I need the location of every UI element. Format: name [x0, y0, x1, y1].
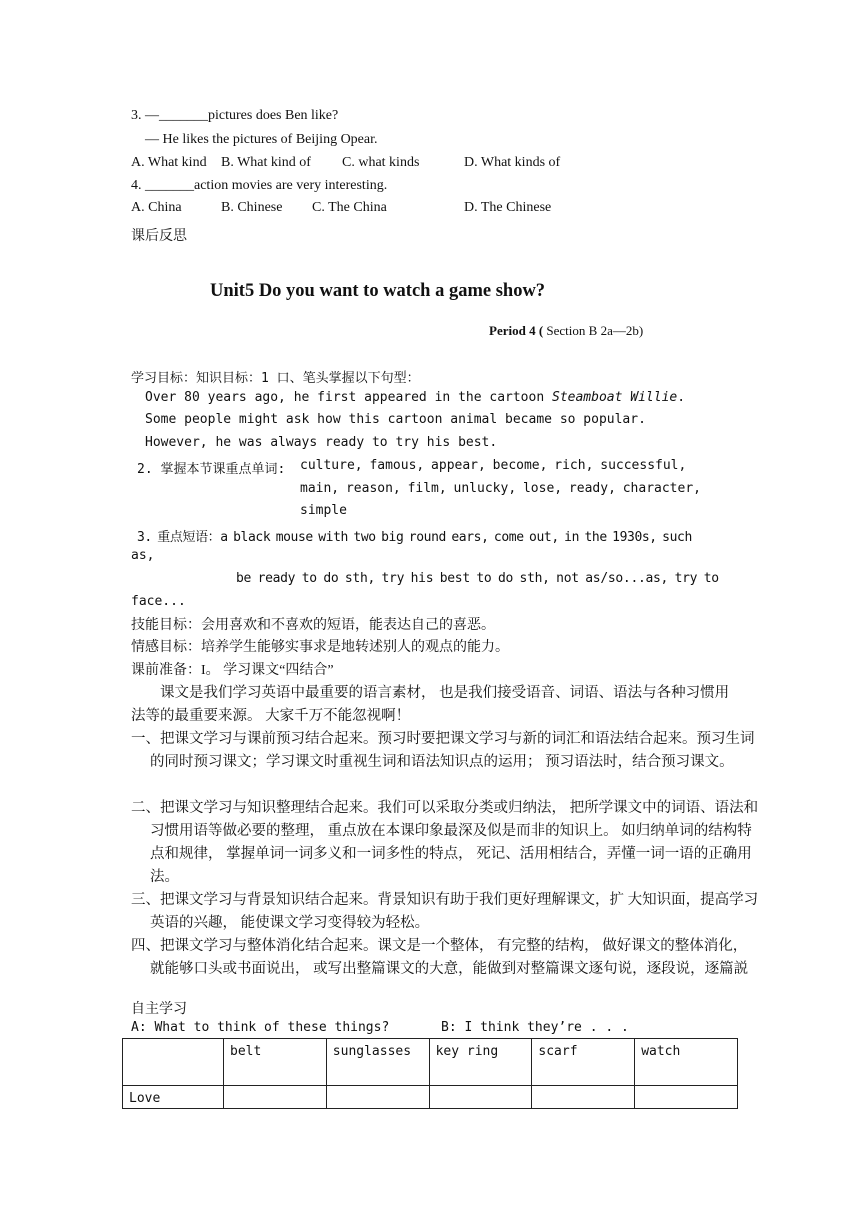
question-3-option-b: B. What kind of — [221, 155, 311, 170]
cartoon-title: Steamboat Willie — [552, 390, 678, 405]
reflection-heading: 课后反思 — [131, 229, 187, 244]
question-3-option-c: C. what kinds — [342, 155, 420, 170]
table-cell-key-ring[interactable] — [429, 1086, 532, 1109]
period-line — [489, 323, 643, 339]
table-row — [123, 1086, 738, 1109]
question-4-option-d: D. The Chinese — [464, 200, 552, 215]
key-words-line-1: culture, famous, appear, become, rich, successful, — [300, 458, 687, 473]
key-phrases-line-2-wrap: face... — [131, 594, 186, 609]
key-words-line-3: simple — [300, 503, 347, 518]
opinion-table — [122, 1038, 738, 1109]
key-words-line-2: main, reason, film, unlucky, lose, ready, character, — [300, 481, 701, 496]
table-row-label-love: Love — [123, 1086, 224, 1109]
table-header-scarf: scarf — [532, 1039, 635, 1086]
question-3-option-d: D. What kinds of — [464, 155, 561, 170]
preparation-intro: 课文是我们学习英语中最重要的语言素材， 也是我们接受语音、词语、语法与各种习惯用法等的最重要来源。 大家千万不能忽视啊！ — [131, 685, 730, 724]
table-cell-belt[interactable] — [224, 1086, 327, 1109]
question-3-stem: 3. —_______pictures does Ben like? — [131, 108, 339, 123]
dialogue-question-a: A: What to think of these things? — [131, 1020, 390, 1035]
question-4-option-a: A. China — [131, 200, 182, 215]
learning-objectives-line: 学习目标：知识目标：1 口、笔头掌握以下句型： — [131, 371, 420, 386]
table-header-key-ring: key ring — [429, 1039, 532, 1086]
tip-2-paragraph: 二、把课文学习与知识整理结合起来。我们可以采取分类或归纳法， 把所学课文中的词语、语法和习惯用语等做必要的整理， 重点放在本课印象最深及似是而非的知识上。 如归纳单词的结构特点和规律， 掌握单词一词多义和一词多性的特点， 死记、活用相结合，弄懂一词一语的正确用法。 — [131, 800, 759, 885]
key-sentence-3: However, he was always ready to try his best. — [145, 435, 498, 450]
table-header-row — [123, 1039, 738, 1086]
key-phrases-line-1: 3. 重点短语：a black mouse with two big round ears, come out, in the 1930s, such — [137, 530, 692, 545]
period-section: Section B 2a—2b) — [543, 323, 644, 338]
emotion-objective: 情感目标：培养学生能够实事求是地转述别人的观点的能力。 — [131, 640, 509, 655]
table-cell-scarf[interactable] — [532, 1086, 635, 1109]
table-header-watch: watch — [635, 1039, 738, 1086]
table-header-belt: belt — [224, 1039, 327, 1086]
skill-objective: 技能目标：会用喜欢和不喜欢的短语，能表达自己的喜恶。 — [131, 618, 495, 633]
table-header-blank — [123, 1039, 224, 1086]
tip-4-paragraph: 四、把课文学习与整体消化结合起来。课文是一个整体， 有完整的结构， 做好课文的整体消化，就能够口头或书面说出， 或写出整篇课文的大意，能做到对整篇课文逐句说，逐段说，逐篇説 — [131, 938, 749, 977]
table-header-sunglasses: sunglasses — [326, 1039, 429, 1086]
key-phrases-line-1-wrap: as, — [131, 548, 155, 563]
table-cell-sunglasses[interactable] — [326, 1086, 429, 1109]
key-sentence-2: Some people might ask how this cartoon animal became so popular. — [145, 412, 646, 427]
tip-3-paragraph: 三、把课文学习与背景知识结合起来。背景知识有助于我们更好理解课文，扩 大知识面，提高学习英语的兴趣， 能使课文学习变得较为轻松。 — [131, 892, 759, 931]
key-sentence-1-end: . — [677, 390, 686, 405]
self-study-heading: 自主学习 — [131, 1002, 187, 1017]
key-sentence-1-text: Over 80 years ago, he first appeared in the cartoon — [145, 390, 552, 405]
question-3-answer-line: — He likes the pictures of Beijing Opear. — [145, 132, 378, 147]
dialogue-answer-b: B: I think they’re . . . — [441, 1020, 629, 1035]
question-4-option-c: C. The China — [312, 200, 387, 215]
key-phrases-line-2: be ready to do sth, try his best to do sth, not as/so...as, try to — [236, 571, 719, 586]
period-label: Period 4 ( — [489, 323, 544, 338]
key-words-label: 2. 掌握本节课重点单词: — [137, 462, 286, 477]
question-4-stem: 4. _______action movies are very interesting. — [131, 178, 388, 193]
preparation-heading: 课前准备：I。 学习课文“四结合” — [131, 663, 334, 678]
unit-title: Unit5 Do you want to watch a game show? — [210, 281, 546, 301]
key-sentence-1 — [145, 390, 685, 405]
tip-1-paragraph: 一、把课文学习与课前预习结合起来。预习时要把课文学习与新的词汇和语法结合起来。预习生词的同时预习课文；学习课文时重视生词和语法知识点的运用； 预习语法时，结合预习课文。 — [131, 731, 755, 770]
question-4-option-b: B. Chinese — [221, 200, 283, 215]
question-3-option-a: A. What kind — [131, 155, 207, 170]
table-cell-watch[interactable] — [635, 1086, 738, 1109]
